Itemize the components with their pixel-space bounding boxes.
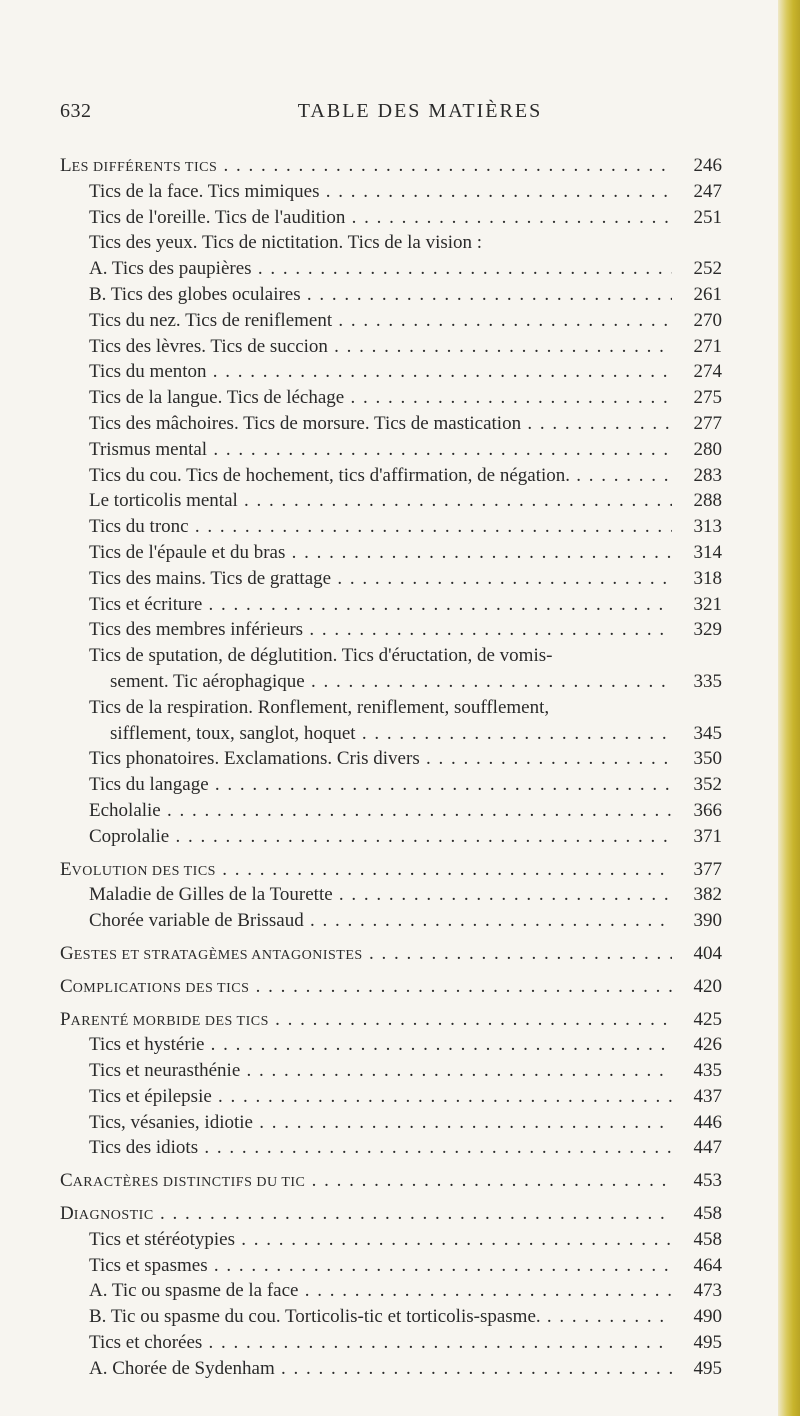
section-initial: C [60,1170,73,1192]
toc-entry [60,695,722,721]
section-title-rest: ESTES ET STRATAGÈMES ANTAGONISTES [73,947,363,963]
toc-entry [60,1330,722,1356]
toc-entry-title [60,941,672,967]
toc-entry [60,1356,722,1382]
toc-page-number: 382 [693,884,722,906]
toc-entry-title: Tics et épilepsie . . . [89,1084,672,1110]
toc-entry [60,1135,722,1161]
toc-page-number: 464 [693,1254,722,1276]
toc-entry-title: Tics du tronc . . . [89,514,672,540]
toc-entry-title: Tics du menton . . . [89,359,672,385]
toc-page-number: 314 [693,541,722,563]
toc-entry-title [60,1007,672,1033]
toc-entry [60,256,722,282]
toc-entry-title: Tics phonatoires. Exclamations. Cris divers . . . [89,746,672,772]
toc-entry [60,1253,722,1279]
toc-page-number: 271 [693,335,722,357]
toc-entry-title: Tics et stéréotypies . . . [89,1227,672,1253]
toc-page-number: 280 [693,438,722,460]
toc-entry [60,334,722,360]
section-title-rest: OMPLICATIONS DES TICS [72,980,250,996]
toc-section-entry [60,153,722,179]
toc-entry-title: Tics des yeux. Tics de nictitation. Tics de la vision : [89,232,483,254]
toc-page-number: 425 [693,1008,722,1030]
toc-entry [60,1058,722,1084]
toc-page-number: 377 [693,858,722,880]
toc-entry-title: Tics de l'épaule et du bras . . . [89,540,672,566]
toc-entry [60,669,722,695]
toc-entry [60,437,722,463]
toc-page-number: 288 [693,490,722,512]
toc-page-number: 458 [693,1203,722,1225]
toc-page-number: 435 [693,1060,722,1082]
toc-page-number: 246 [693,155,722,176]
toc-section-entry [60,1168,722,1194]
toc-entry-title [60,153,672,179]
toc-entry [60,566,722,592]
toc-entry-title: Tics et écriture . . . [89,592,672,618]
toc-entry-title: Tics des idiots . . . [89,1135,672,1161]
toc-entry-title: B. Tic ou spasme du cou. Torticolis-tic et torticolis-spasme. . . . [89,1304,672,1330]
table-of-contents [60,153,722,1382]
toc-entry [60,308,722,334]
section-initial: C [60,975,73,997]
toc-page-number: 252 [693,258,722,280]
toc-page-number: 495 [693,1332,722,1354]
toc-page-number: 371 [693,825,722,847]
toc-entry-title [60,1201,672,1227]
toc-entry [60,282,722,308]
toc-entry [60,882,722,908]
section-initial: P [60,1008,71,1030]
toc-entry-title: Le torticolis mental . . . [89,488,672,514]
section-title-rest: IAGNOSTIC [73,1208,154,1224]
toc-page-number: 366 [693,799,722,821]
toc-page-number: 420 [693,975,722,997]
toc-entry-title: sement. Tic aérophagique . . . [110,669,672,695]
toc-entry-title [60,857,672,883]
toc-entry-title: Tics, vésanies, idiotie . . . [89,1110,672,1136]
toc-page-number: 345 [693,722,722,744]
toc-page-number: 277 [693,412,722,434]
page-number: 632 [60,100,92,122]
toc-page-number: 283 [693,464,722,486]
toc-entry-title: A. Chorée de Sydenham . . . [89,1356,672,1382]
toc-entry-title: Tics et neurasthénie . . . [89,1058,672,1084]
toc-entry-title: Tics de la respiration. Ronflement, reniflement, soufflement, [89,696,550,718]
toc-entry-title: A. Tic ou spasme de la face . . . [89,1278,672,1304]
toc-page-number: 318 [693,567,722,589]
toc-entry [60,488,722,514]
toc-page-number: 447 [693,1137,722,1159]
section-title-rest: ARENTÉ MORBIDE DES TICS [70,1013,269,1029]
toc-section-entry [60,1007,722,1033]
toc-entry-title: Tics du nez. Tics de reniflement . . . [89,308,672,334]
toc-entry-title: Coprolalie . . . [89,824,672,850]
toc-entry [60,908,722,934]
toc-entry [60,798,722,824]
toc-entry [60,746,722,772]
toc-page-number: 426 [693,1034,722,1056]
toc-entry-title: Tics et hystérie . . . [89,1032,672,1058]
toc-entry-title: A. Tics des paupières . . . [89,256,672,282]
toc-entry-title: Maladie de Gilles de la Tourette . . . [89,882,672,908]
toc-page-number: 321 [693,593,722,615]
toc-entry [60,359,722,385]
section-title-rest: ARACTÈRES DISTINCTIFS DU TIC [72,1175,306,1191]
toc-entry [60,1110,722,1136]
toc-page-number: 490 [693,1306,722,1328]
toc-entry-title: Tics des membres inférieurs . . . [89,617,672,643]
toc-entry-title: Tics des lèvres. Tics de succion . . . [89,334,672,360]
toc-section-entry [60,1201,722,1227]
running-title: TABLE DES MATIÈRES [297,100,543,122]
section-title-rest: VOLUTION DES TICS [71,863,216,879]
toc-entry-title: Tics du langage . . . [89,772,672,798]
toc-entry-title: sifflement, toux, sanglot, hoquet . . . [110,721,672,747]
toc-entry-title: Tics du cou. Tics de hochement, tics d'affirmation, de négation. . . . [89,463,672,489]
toc-entry [60,824,722,850]
toc-entry-title: Trismus mental . . . [89,437,672,463]
toc-page-number: 446 [693,1111,722,1133]
toc-page-number: 274 [693,361,722,383]
toc-entry [60,643,722,669]
toc-page-number: 404 [693,942,722,964]
page-header [60,100,720,130]
toc-entry [60,385,722,411]
toc-entry-title: Tics de l'oreille. Tics de l'audition . . . [89,205,672,231]
toc-entry [60,540,722,566]
toc-page-number: 335 [693,670,722,692]
toc-page-number: 473 [693,1280,722,1302]
page-edge [778,0,800,1416]
toc-page-number: 329 [693,619,722,641]
toc-page-number: 352 [693,774,722,796]
toc-entry-title: Echolalie . . . [89,798,672,824]
toc-page-number: 261 [693,283,722,305]
toc-section-entry [60,974,722,1000]
toc-page-number: 437 [693,1085,722,1107]
toc-entry [60,617,722,643]
toc-entry [60,205,722,231]
toc-entry [60,1278,722,1304]
toc-entry-title: Tics des mains. Tics de grattage . . . [89,566,672,592]
toc-page-number: 313 [693,516,722,538]
toc-entry [60,1032,722,1058]
toc-entry-title: B. Tics des globes oculaires . . . [89,282,672,308]
toc-page-number: 270 [693,309,722,331]
toc-page-number: 458 [693,1228,722,1250]
toc-entry [60,772,722,798]
toc-entry [60,721,722,747]
toc-section-entry [60,941,722,967]
toc-entry [60,592,722,618]
toc-entry-title: Tics des mâchoires. Tics de morsure. Tics de mastication . . . [89,411,672,437]
toc-entry-title: Tics de sputation, de déglutition. Tics d'éructation, de vomis- [89,645,553,667]
section-initial: D [60,1203,74,1225]
toc-entry [60,514,722,540]
toc-entry-title: Tics et spasmes . . . [89,1253,672,1279]
toc-entry-title: Tics et chorées . . . [89,1330,672,1356]
toc-entry-title: Chorée variable de Brissaud . . . [89,908,672,934]
toc-page-number: 495 [693,1357,722,1379]
section-initial: E [60,858,72,880]
toc-page-number: 251 [693,206,722,228]
toc-page-number: 275 [693,387,722,409]
toc-page-number: 350 [693,748,722,770]
toc-entry [60,1304,722,1330]
toc-page-number: 390 [693,910,722,932]
toc-entry [60,179,722,205]
toc-page-number: 453 [693,1170,722,1192]
toc-entry-title: Tics de la face. Tics mimiques . . . [89,179,672,205]
toc-section-entry [60,857,722,883]
section-initial: G [60,942,74,964]
toc-entry-title [60,1168,672,1194]
section-initial: L [60,155,72,176]
toc-entry [60,1227,722,1253]
toc-entry [60,1084,722,1110]
toc-page-number: 247 [693,180,722,202]
toc-entry-title: Tics de la langue. Tics de léchage . . . [89,385,672,411]
toc-entry [60,230,722,256]
toc-entry [60,463,722,489]
section-title-rest: ES DIFFÉRENTS TICS [71,160,218,175]
toc-entry [60,411,722,437]
toc-entry-title [60,974,672,1000]
